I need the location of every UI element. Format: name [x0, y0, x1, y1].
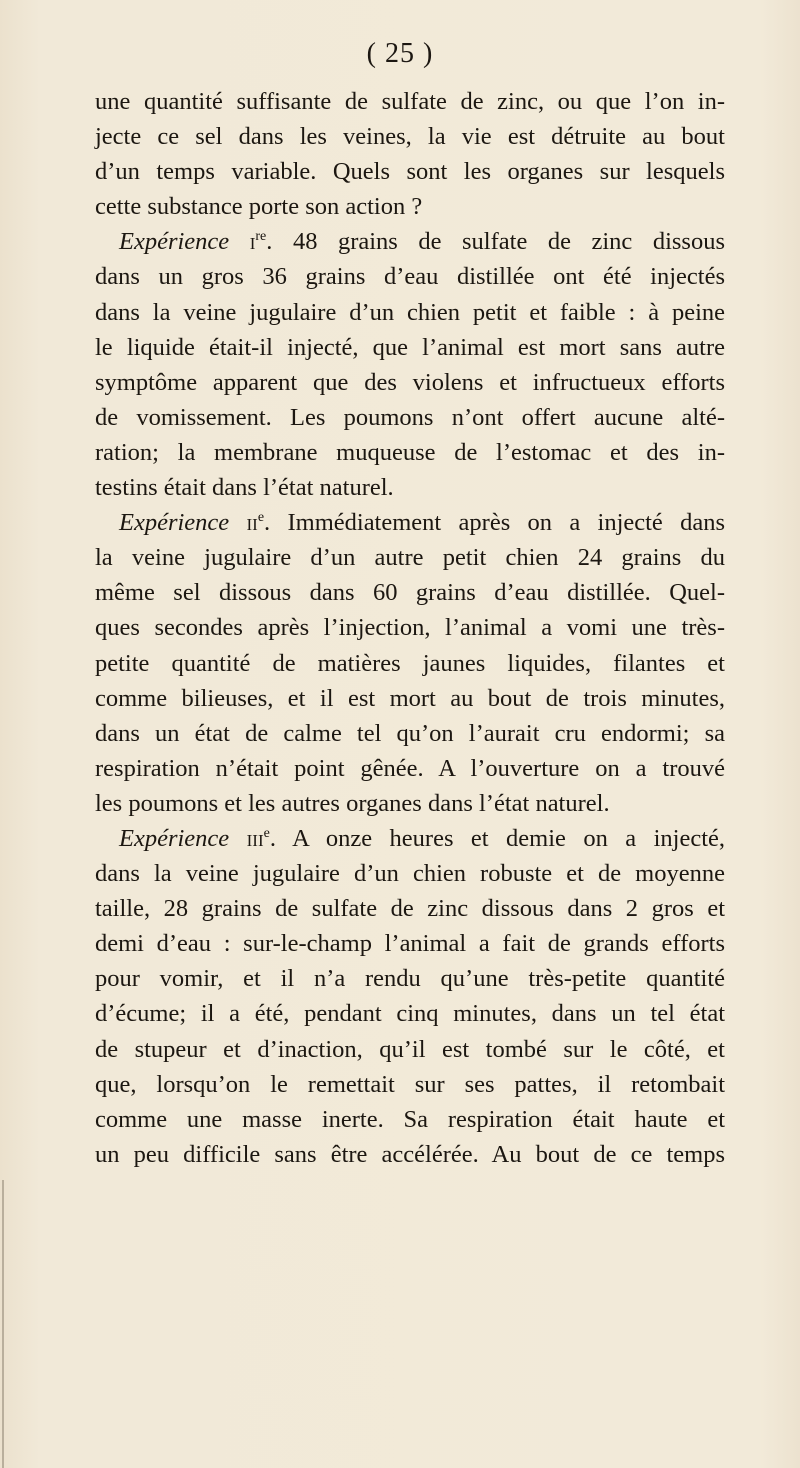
page-edge-shadow [2, 1180, 4, 1468]
text-line: cette substance porte son action ? [95, 193, 423, 221]
text-line: que, lorsqu’on le remettait sur ses pattes, il retombait [95, 1070, 725, 1098]
experiment-3-sep: . [269, 824, 293, 852]
text-line: dans un état de calme tel qu’on l’aurait cru endormi; sa [95, 719, 725, 747]
text-line: une quantité suffisante de sulfate de zinc, ou que l’on in- [95, 88, 725, 115]
text-line: testins était dans l’état naturel. [95, 474, 394, 502]
text-line: respiration n’était point gênée. A l’ouverture on a trouvé [95, 754, 725, 782]
experiment-2-number: ii [246, 509, 258, 537]
text-line: d’un temps variable. Quels sont les organes sur lesquels [95, 158, 725, 186]
text-line: dans un gros 36 grains d’eau distillée ont été injectés [95, 263, 725, 291]
text-line: les poumons et les autres organes dans l’état naturel. [95, 789, 610, 817]
experiment-2-sup: e [257, 509, 265, 525]
body-text [95, 84, 725, 1172]
experiment-3-label: Expérience [119, 824, 230, 852]
page-number: ( 25 ) [366, 38, 434, 69]
experiment-1-text: 48 grains de sulfate de zinc dissous [292, 228, 725, 256]
experiment-2-line [95, 505, 725, 540]
experiment-3-line [95, 821, 725, 856]
experiment-1-sep: . [266, 228, 293, 256]
experiment-2-text: Immédiatement après on a injecté dans [287, 509, 726, 537]
experiment-3-number: iii [246, 824, 264, 852]
text-line: comme bilieuses, et il est mort au bout de trois minutes, [95, 684, 725, 712]
text-line: comme une masse inerte. Sa respiration était haute et [95, 1105, 725, 1133]
text-line: un peu difficile sans être accélérée. Au bout de ce temps [95, 1140, 725, 1168]
text-line: même sel dissous dans 60 grains d’eau distillée. Quel- [95, 579, 725, 607]
text-line: ration; la membrane muqueuse de l’estomac et des in- [95, 438, 725, 466]
text-line: dans la veine jugulaire d’un chien petit et faible : à peine [95, 298, 725, 326]
text-line: petite quantité de matières jaunes liquides, filantes et [95, 649, 725, 677]
text-line: dans la veine jugulaire d’un chien robuste et de moyenne [95, 860, 725, 888]
text-line: le liquide était-il injecté, que l’animal est mort sans autre [95, 333, 725, 361]
text-line: d’écume; il a été, pendant cinq minutes, dans un tel état [95, 1000, 725, 1028]
text-line: ques secondes après l’injection, l’animal a vomi une très- [95, 614, 725, 642]
text-line: la veine jugulaire d’un autre petit chien 24 grains du [95, 544, 725, 572]
text-line: demi d’eau : sur-le-champ l’animal a fait de grands efforts [95, 930, 725, 958]
text-line: symptôme apparent que des violens et infructueux efforts [95, 368, 725, 396]
experiment-3-sup: e [263, 825, 270, 841]
experiment-2-label: Expérience [119, 509, 230, 537]
text-line: pour vomir, et il n’a rendu qu’une très-petite quantité [95, 965, 725, 993]
experiment-1-sup: re [255, 229, 267, 245]
experiment-1-label: Expérience [119, 228, 230, 256]
experiment-1-number: i [249, 228, 256, 256]
experiment-2-sep: . [264, 509, 288, 537]
experiment-3-text: A onze heures et demie on a injecté, [292, 824, 726, 852]
experiment-1-line [95, 224, 725, 259]
text-line: de vomissement. Les poumons n’ont offert aucune alté- [95, 403, 725, 431]
text-line: taille, 28 grains de sulfate de zinc dissous dans 2 gros et [95, 895, 725, 923]
text-line: de stupeur et d’inaction, qu’il est tombé sur le côté, et [95, 1035, 725, 1063]
text-line: jecte ce sel dans les veines, la vie est détruite au bout [95, 123, 725, 151]
